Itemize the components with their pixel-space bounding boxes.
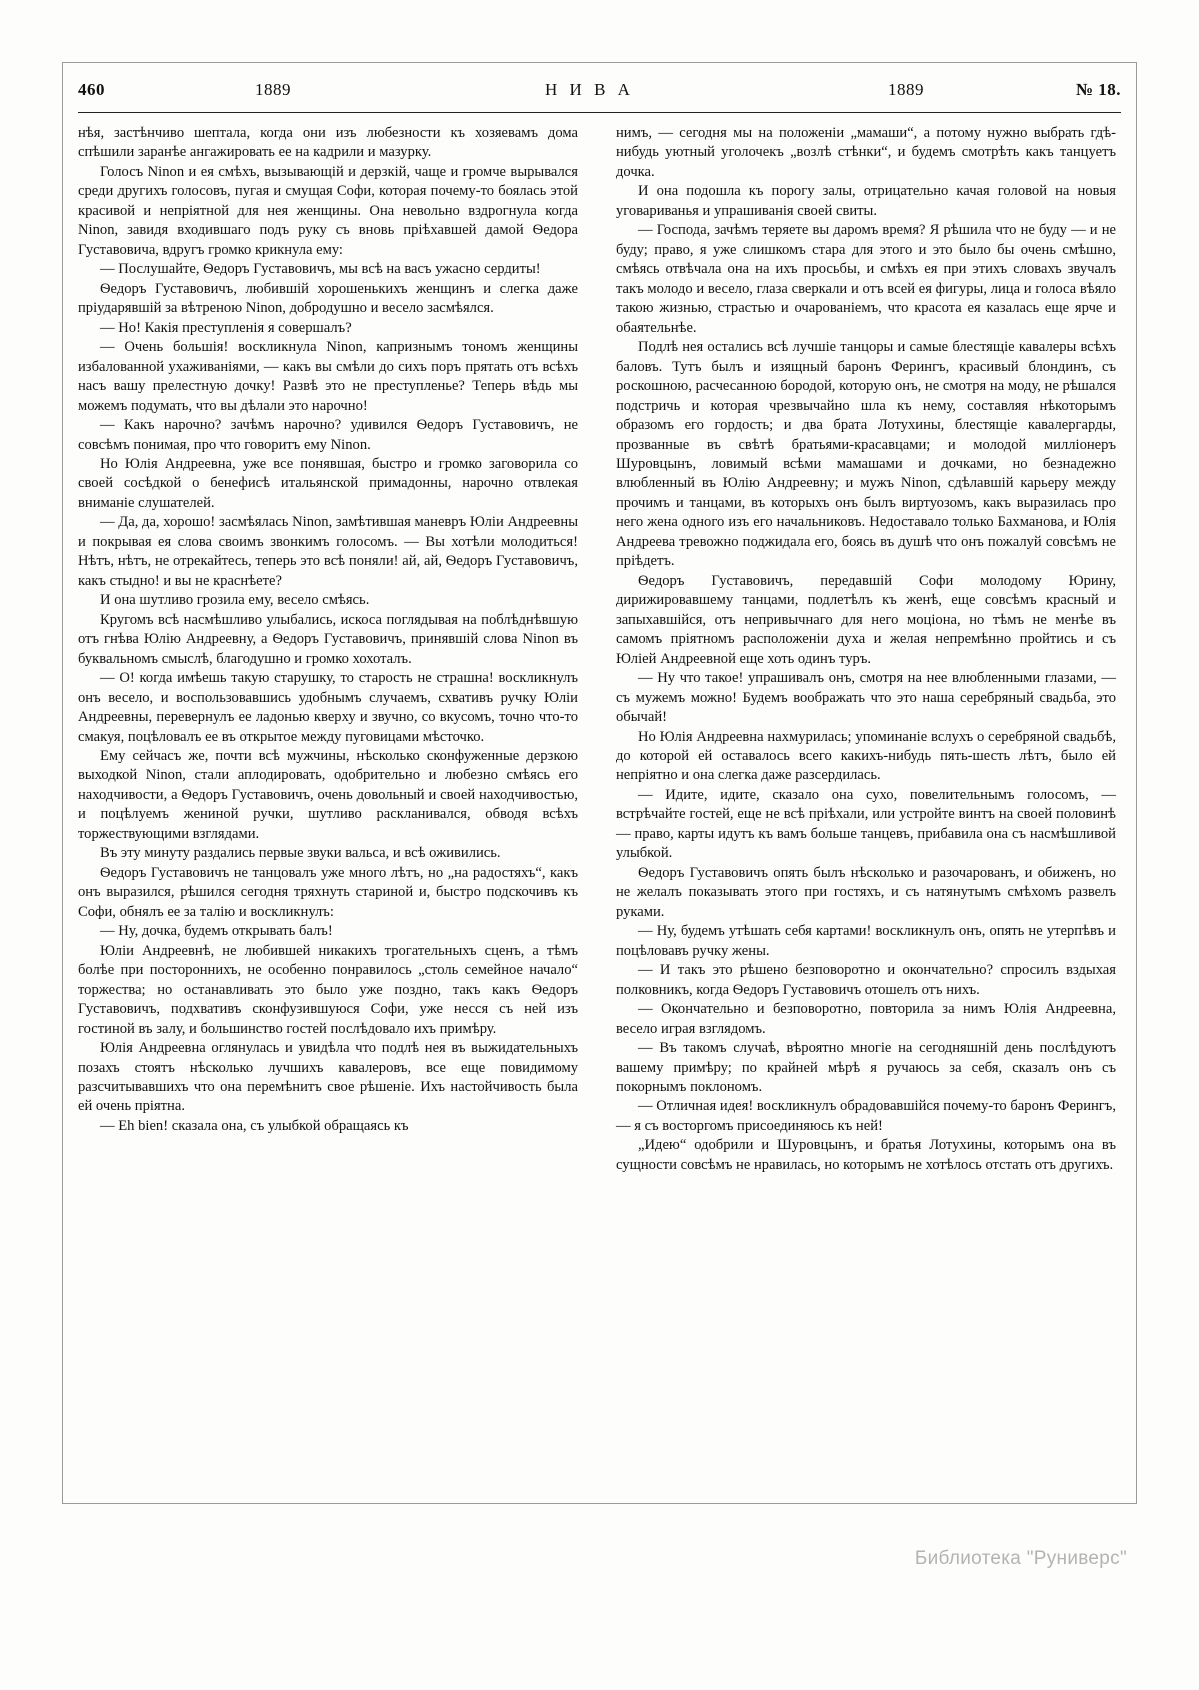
paragraph: И она подошла къ порогу залы, отрицательно качая головой на новыя уговариванья и упрашиванія своей свиты.	[616, 183, 1116, 219]
paragraph: — И такъ это рѣшено безповоротно и окончательно? спросилъ вздыхая полковникъ, когда Ѳедоръ Густавовичъ отошелъ отъ нихъ.	[616, 962, 1116, 998]
paragraph: — Идите, идите, сказало она сухо, повелительнымъ голосомъ, — встрѣчайте гостей, еще не всѣ пріѣхали, или устройте винтъ на своей половинѣ — право, карты идутъ къ вамъ больше танцевъ, прибавила она съ насмѣшливой улыбкой.	[616, 786, 1116, 862]
paragraph: Но Юлія Андреевна, уже все понявшая, быстро и громко заговорила со своей сосѣдкой о бенефисѣ итальянской примадонны, нарочно отвлекая вниманіе слушателей.	[78, 455, 578, 511]
paragraph: Ѳедоръ Густавовичъ, любившій хорошенькихъ женщинъ и слегка даже пріударявшій за вѣтреною Ninon, добродушно и весело засмѣялся.	[78, 280, 578, 317]
paragraph: Подлѣ нея остались всѣ лучшіе танцоры и самые блестящіе кавалеры всѣхъ баловъ. Тутъ былъ и изящный баронъ Ферингъ, красивый блондинъ, съ роскошною, расчесанною бородой, которую онъ, не смотря на моду, не рѣшался подстричь и которая чрезвычайно шла къ нему, составляя нѣкоторымъ образомъ его гордость; и два брата Лотухины, блестящіе кавалергарды, прозванные въ свѣтѣ братьями-красавцами; и молодой милліонеръ Шуровцынъ, ловимый всѣми мамашами и дочками, но безнадежно влюбленный въ Юлію Андреевну; и мужъ Ninon, сдѣлавшій карьеру между прочимъ и танцами, въ которыхъ онъ былъ виртуозомъ, какъ выразилась про него жена одного изъ его начальниковъ. Недоставало только Бахманова, и Юлія Андреева тревожно поджидала его, боясь въ душѣ что онъ пожалуй совсѣмъ не пріѣдетъ.	[616, 339, 1116, 570]
article-body	[78, 124, 1121, 1494]
publication-title: Н И В А	[545, 80, 634, 99]
paragraph: нѣя, застѣнчиво шептала, когда они изъ любезности къ хозяевамъ дома спѣшили заранѣе ангажировать ее на кадрили и мазурку.	[78, 125, 578, 161]
page-number: 460	[78, 80, 105, 99]
page-header	[78, 80, 1121, 110]
year-left: 1889	[255, 80, 291, 99]
paragraph: И она шутливо грозила ему, весело смѣясь.	[100, 592, 370, 609]
paragraph: Голосъ Ninon и ея смѣхъ, вызывающій и дерзкій, чаще и громче вырывался среди другихъ голосовъ, пугая и смущая Софи, которая почему-то боялась этой красивой и непріятной для нея женщины. Она невольно вздрогнула когда Ninon, завидя входившаго подъ руку съ вновь пріѣхавшей дамой Ѳедора Густавовича, вдругъ громко крикнула ему:	[78, 163, 578, 258]
year-right: 1889	[888, 80, 924, 99]
paragraph: Но Юлія Андреевна нахмурилась; упоминаніе вслухъ о серебряной свадьбѣ, до которой ей оставалось всего какихъ-нибудь пять-шесть лѣтъ, было ей непріятно и она слегка даже разсердилась.	[616, 728, 1116, 784]
right-column	[616, 124, 1116, 1494]
left-column	[78, 124, 578, 1494]
paragraph: Ѳедоръ Густавовичъ опять былъ нѣсколько и разочарованъ, и обиженъ, но не желалъ показывать этого при гостяхъ, и съ натянутымъ смѣхомъ развелъ руками.	[616, 864, 1116, 920]
paragraph: Кругомъ всѣ насмѣшливо улыбались, искоса поглядывая на поблѣднѣвшую отъ гнѣва Юлію Андреевну, а Ѳедоръ Густавовичъ, принявшій слова Ninon въ буквальномъ смыслѣ, благодушно и громко хохоталъ.	[78, 611, 578, 667]
paragraph: — Ну что такое! упрашивалъ онъ, смотря на нее влюбленными глазами, — съ мужемъ можно! Будемъ воображать что это наша серебряный свадьба, это обычай!	[616, 670, 1116, 726]
paragraph: — Господа, зачѣмъ теряете вы даромъ время? Я рѣшила что не буду — и не буду; право, я уже слишкомъ стара для этого и это было бы очень смѣшно, смѣясь отвѣчала она на ихъ просьбы, и смѣхъ ея при этихъ словахъ звучалъ такъ молодо и весело, глаза сверкали и отъ всей ея фигуры, лица и голоса вѣяло такою жизнью, страстью и очарованіемъ, что красота ея казалась еще ярче и обаятельнѣе.	[616, 222, 1116, 336]
issue-number: № 18.	[1075, 80, 1121, 99]
paragraph: — Окончательно и безповоротно, повторила за нимъ Юлія Андреевна, весело играя взглядомъ.	[616, 1001, 1116, 1037]
paragraph: Ѳедоръ Густавовичъ, передавшій Софи молодому Юрину, дирижировавшему танцами, подлетѣлъ къ женѣ, еще совсѣмъ красный и запыхавшійся, отъ непривычнаго для него моціона, но тѣмъ не менѣе въ самомъ пріятномъ расположеніи духа и желая непремѣнно пройтись и съ Юліей Андреевной еще хоть одинъ туръ.	[616, 572, 1116, 667]
paragraph: Юлія Андреевна оглянулась и увидѣла что подлѣ нея въ выжидательныхъ позахъ стоятъ нѣсколько лучшихъ кавалеровъ, все еще повидимому разсчитывавшихъ что она перемѣнитъ свое рѣшеніе. Ихъ настойчивость была ей очень пріятна.	[78, 1040, 578, 1115]
paragraph: — Но! Какія преступленія я совершалъ?	[100, 319, 352, 336]
paragraph: — Ну, дочка, будемъ открывать балъ!	[100, 923, 333, 940]
paragraph: — Ну, будемъ утѣшать себя картами! воскликнулъ онъ, опять не утерпѣвъ и поцѣловавъ ручку жены.	[616, 923, 1116, 959]
paragraph: — Eh bien! сказала она, съ улыбкой обращаясь къ	[100, 1117, 409, 1134]
paragraph: — Очень большія! воскликнула Ninon, капризнымъ тономъ женщины избалованной ухаживаніями, — какъ вы смѣли до сихъ поръ прятать отъ всѣхъ насъ вашу прелестную дочку! Развѣ это не преступленье? Теперь вѣдь мы можемъ подумать, что вы дѣлали это нарочно!	[78, 339, 578, 414]
paragraph: — Отличная идея! воскликнулъ обрадовавшійся почему-то баронъ Ферингъ, — я съ восторгомъ присоединяюсь къ ней!	[616, 1098, 1116, 1134]
library-watermark: Библиотека "Руниверс"	[914, 1548, 1127, 1569]
paragraph: — Въ такомъ случаѣ, вѣроятно многіе на сегодняшній день послѣдуютъ вашему примѣру; по крайней мѣрѣ я ручаюсь за себя, сказалъ онъ съ покорнымъ поклономъ.	[616, 1040, 1116, 1095]
paragraph: Ему сейчасъ же, почти всѣ мужчины, нѣсколько сконфуженные дерзкою выходкой Ninon, стали аплодировать, одобрительно и любезно смѣясь его находчивости, а Ѳедоръ Густавовичъ, очень довольный и своей находчивостью, и поцѣлуемъ жениной ручки, шутливо раскланивался, обводя всѣхъ торжествующими взглядами.	[78, 748, 578, 842]
paragraph: — О! когда имѣешь такую старушку, то старость не страшна! воскликнулъ онъ весело, и воспользовавшись удобнымъ случаемъ, схвативъ ручку Юліи Андреевны, перевернулъ ее ладонью кверху и звучно, со вкусомъ, точно что-то смакуя, поцѣловалъ ее въ открытое между пуговицами мѣсточко.	[78, 670, 578, 745]
paragraph: нимъ, — сегодня мы на положеніи „мамаши“, а потому нужно выбрать гдѣ-нибудь уютный уголочекъ „возлѣ стѣнки“, и будемъ смотрѣть какъ танцуетъ дочка.	[616, 125, 1116, 180]
paragraph: Юліи Андреевнѣ, не любившей никакихъ трогательныхъ сценъ, а тѣмъ болѣе при постороннихъ, не особенно понравилось „столь семейное начало“ торжества; но останавливать это было уже поздно, такъ какъ Ѳедоръ Густавовичъ, подхвативъ сконфузившуюся Софи, уже несся съ ней изъ гостиной въ залу, и большинство гостей послѣдовало ихъ примѣру.	[78, 942, 578, 1037]
paragraph: „Идею“ одобрили и Шуровцынъ, и братья Лотухины, которымъ она въ сущности совсѣмъ не нравилась, но которымъ не хотѣлось отстать отъ другихъ.	[616, 1137, 1116, 1173]
header-rule	[78, 112, 1121, 113]
paragraph: — Какъ нарочно? зачѣмъ нарочно? удивился Ѳедоръ Густавовичъ, не совсѣмъ понимая, про что говоритъ ему Ninon.	[78, 417, 578, 453]
paragraph: — Послушайте, Ѳедоръ Густавовичъ, мы всѣ на васъ ужасно сердиты!	[100, 261, 541, 278]
paragraph: Ѳедоръ Густавовичъ не танцовалъ уже много лѣтъ, но „на радостяхъ“, какъ онъ выразился, рѣшился сегодня тряхнуть стариной и, быстро подскочивъ къ Софи, обнялъ ее за талію и воскликнулъ:	[78, 864, 578, 920]
paragraph: — Да, да, хорошо! засмѣялась Ninon, замѣтившая маневръ Юліи Андреевны и покрывая ея слова своимъ звонкимъ голосомъ. — Вы хотѣли молодиться! Нѣтъ, нѣтъ, не отрекайтесь, теперь это всѣ поняли! ай, ай, Ѳедоръ Густавовичъ, какъ стыдно! и вы не краснѣете?	[78, 514, 578, 589]
paragraph: Въ эту минуту раздались первые звуки вальса, и всѣ оживились.	[100, 845, 501, 862]
